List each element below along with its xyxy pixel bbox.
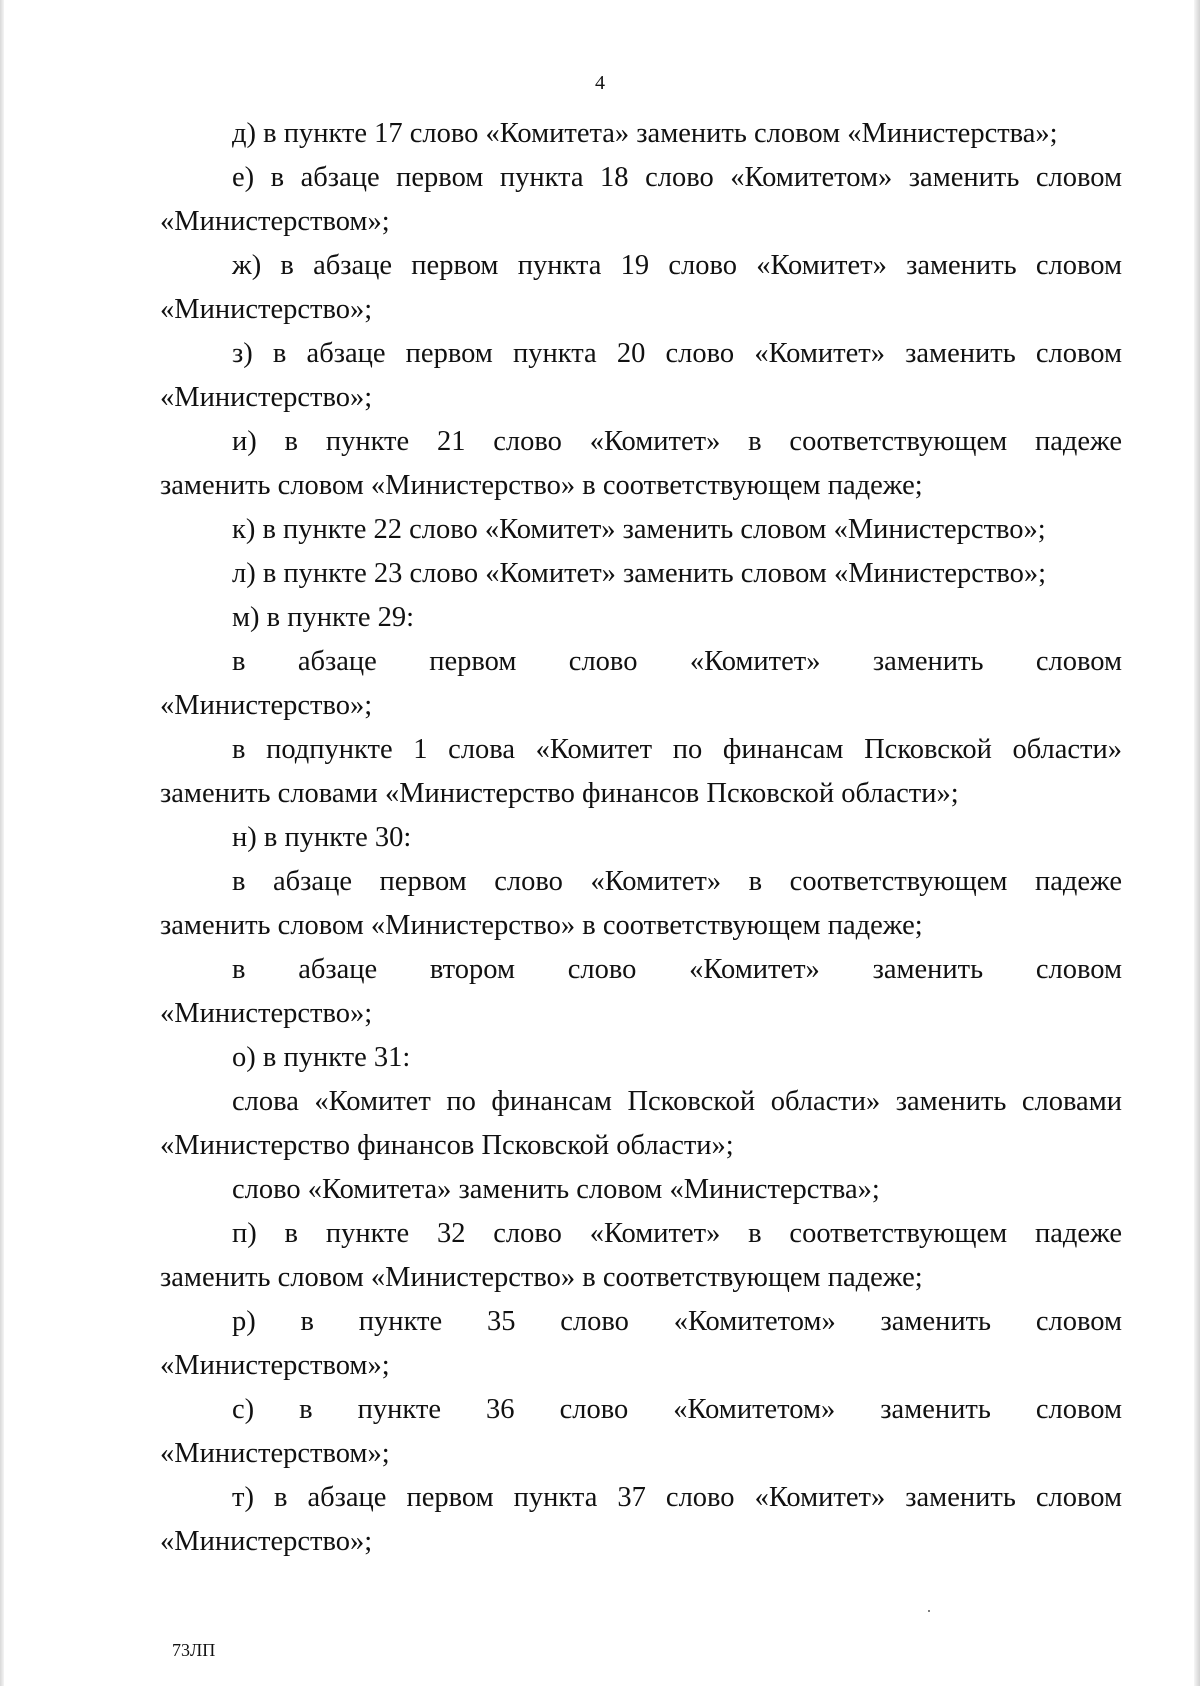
paragraph-line: в абзаце первом слово «Комитет» в соответствующем падеже — [232, 866, 1122, 897]
paragraph-line: «Министерством»; — [160, 1438, 390, 1469]
paragraph-line: в абзаце втором слово «Комитет» заменить словом — [232, 954, 1122, 985]
paragraph-line: п) в пункте 32 слово «Комитет» в соответствующем падеже — [232, 1218, 1122, 1249]
paragraph-line: з) в абзаце первом пункта 20 слово «Комитет» заменить словом — [232, 338, 1122, 369]
paragraph-line: р) в пункте 35 слово «Комитетом» заменить словом — [232, 1306, 1122, 1337]
paragraph-line: н) в пункте 30: — [232, 822, 412, 853]
paragraph-line: и) в пункте 21 слово «Комитет» в соответствующем падеже — [232, 426, 1122, 457]
paragraph-line: заменить словами «Министерство финансов Псковской области»; — [160, 778, 959, 809]
paragraph-line: т) в абзаце первом пункта 37 слово «Комитет» заменить словом — [232, 1482, 1122, 1513]
paragraph-line: заменить словом «Министерство» в соответствующем падеже; — [160, 470, 923, 501]
paragraph-line: «Министерство»; — [160, 690, 373, 721]
paragraph-line: д) в пункте 17 слово «Комитета» заменить словом «Министерства»; — [232, 118, 1058, 149]
paragraph-line: е) в абзаце первом пункта 18 слово «Комитетом» заменить словом — [232, 162, 1122, 193]
paragraph-line: в подпункте 1 слова «Комитет по финансам Псковской области» — [232, 734, 1122, 765]
paragraph-line: л) в пункте 23 слово «Комитет» заменить словом «Министерство»; — [232, 558, 1047, 589]
paragraph-line: ж) в абзаце первом пункта 19 слово «Комитет» заменить словом — [232, 250, 1122, 281]
paragraph-line: м) в пункте 29: — [232, 602, 415, 633]
paragraph-line: в абзаце первом слово «Комитет» заменить словом — [232, 646, 1122, 677]
scan-speck — [928, 1610, 930, 1612]
scan-edge-left — [0, 0, 4, 1686]
document-footer-code: 73ЛП — [172, 1640, 216, 1660]
paragraph-line: к) в пункте 22 слово «Комитет» заменить словом «Министерство»; — [232, 514, 1046, 545]
paragraph-line: «Министерство»; — [160, 382, 373, 413]
paragraph-line: «Министерство»; — [160, 294, 373, 325]
paragraph-line: заменить словом «Министерство» в соответствующем падеже; — [160, 910, 923, 941]
page-number: 4 — [595, 72, 605, 94]
paragraph-line: слово «Комитета» заменить словом «Министерства»; — [232, 1174, 880, 1205]
paragraph-line: с) в пункте 36 слово «Комитетом» заменить словом — [232, 1394, 1122, 1425]
paragraph-line: слова «Комитет по финансам Псковской области» заменить словами — [232, 1086, 1122, 1117]
paragraph-line: «Министерство»; — [160, 1526, 373, 1557]
paragraph-line: «Министерство финансов Псковской области»; — [160, 1130, 734, 1161]
document-body — [160, 112, 1122, 1564]
paragraph-line: «Министерством»; — [160, 1350, 390, 1381]
paragraph-line: «Министерством»; — [160, 206, 390, 237]
paragraph-line: о) в пункте 31: — [232, 1042, 411, 1073]
paragraph-line: заменить словом «Министерство» в соответствующем падеже; — [160, 1262, 923, 1293]
paragraph-line: «Министерство»; — [160, 998, 373, 1029]
scan-edge-right — [1194, 0, 1200, 1686]
